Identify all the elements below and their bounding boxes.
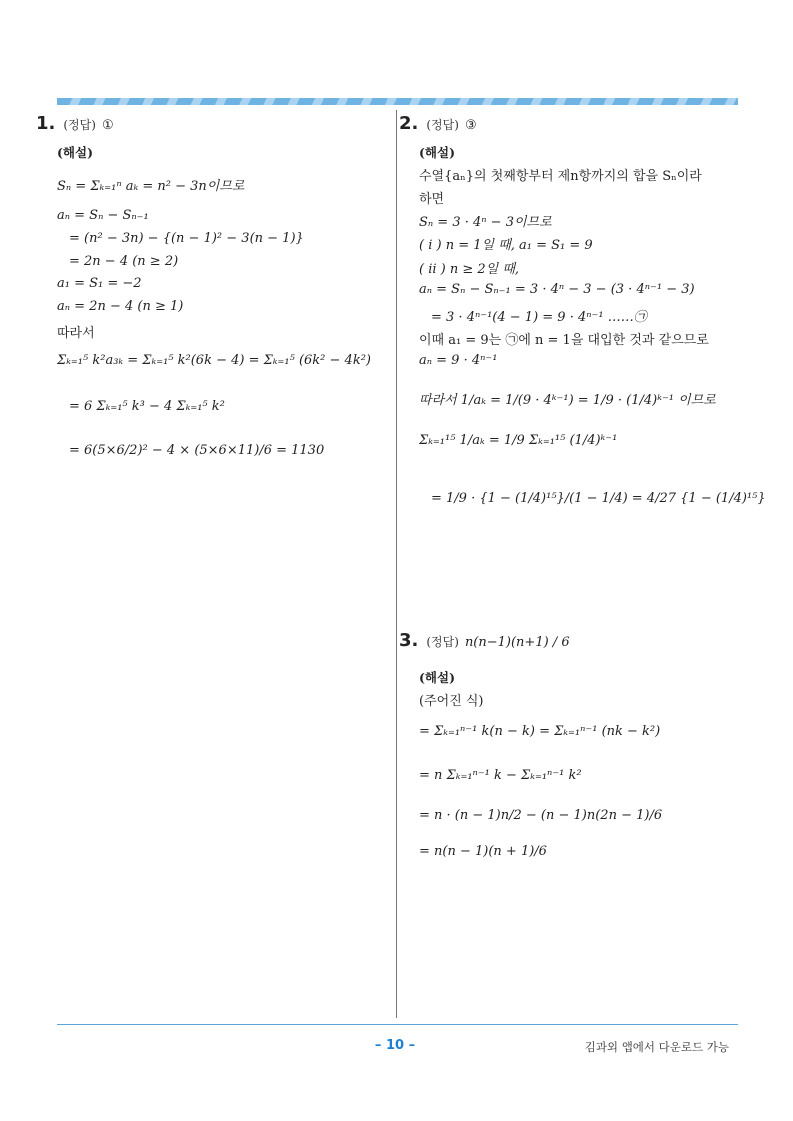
solution-line: Sₙ = Σₖ₌₁ⁿ aₖ = n² − 3n이므로 <box>57 179 245 194</box>
question-1-header <box>36 113 386 134</box>
solution-line: Sₙ = 3 · 4ⁿ − 3이므로 <box>419 215 552 230</box>
solution-line: = n(n − 1)(n + 1)/6 <box>419 844 547 859</box>
solution-line: aₙ = 2n − 4 (n ≥ 1) <box>57 299 184 314</box>
solution-line: = n · (n − 1)n/2 − (n − 1)n(2n − 1)/6 <box>419 808 663 823</box>
solution-heading: (해설) <box>419 145 455 160</box>
page-number: – 10 – <box>374 1038 416 1053</box>
answer-value: ③ <box>464 118 477 133</box>
answer-label: (정답) <box>426 635 459 649</box>
download-note: 김과외 앱에서 다운로드 가능 <box>584 1040 729 1054</box>
header-stripe <box>57 98 738 105</box>
footer-line <box>57 1024 738 1025</box>
question-number: 3. <box>399 630 419 651</box>
solution-line: ( i ) n = 1일 때, a₁ = S₁ = 9 <box>419 238 593 253</box>
column-divider <box>396 110 397 1018</box>
question-1 <box>36 113 386 513</box>
question-2-header <box>399 113 744 134</box>
answer-value: ① <box>101 118 114 133</box>
solution-line: = Σₖ₌₁ⁿ⁻¹ k(n − k) = Σₖ₌₁ⁿ⁻¹ (nk − k²) <box>419 724 661 739</box>
question-3 <box>399 630 744 890</box>
solution-line: = n Σₖ₌₁ⁿ⁻¹ k − Σₖ₌₁ⁿ⁻¹ k² <box>419 768 582 783</box>
solution-line: aₙ = Sₙ − Sₙ₋₁ = 3 · 4ⁿ − 3 − (3 · 4ⁿ⁻¹ − 3) <box>419 282 695 297</box>
solution-line: 따라서 1/aₖ = 1/(9 · 4ᵏ⁻¹) = 1/9 · (1/4)ᵏ⁻¹ 이므로 <box>419 393 716 408</box>
solution-line: Σₖ₌₁¹⁵ 1/aₖ = 1/9 Σₖ₌₁¹⁵ (1/4)ᵏ⁻¹ <box>419 433 618 448</box>
solution-heading: (해설) <box>419 670 455 685</box>
solution-line: ( ii ) n ≥ 2일 때, <box>419 262 520 277</box>
solution-line: 하면 <box>419 192 445 207</box>
answer-label: (정답) <box>63 118 96 132</box>
solution-line: = (n² − 3n) − {(n − 1)² − 3(n − 1)} <box>69 231 304 246</box>
solution-heading: (해설) <box>57 145 93 160</box>
solution-line: Σₖ₌₁⁵ k²a₃ₖ = Σₖ₌₁⁵ k²(6k − 4) = Σₖ₌₁⁵ (6k² − 4k²) <box>57 353 371 368</box>
answer-label: (정답) <box>426 118 459 132</box>
question-3-header <box>399 630 744 651</box>
question-number: 1. <box>36 113 56 134</box>
solution-line: = 2n − 4 (n ≥ 2) <box>69 254 179 269</box>
solution-line: 이때 a₁ = 9는 ㉠에 n = 1을 대입한 것과 같으므로 <box>419 333 709 348</box>
solution-line: aₙ = 9 · 4ⁿ⁻¹ <box>419 353 498 368</box>
answer-value: n(n−1)(n+1) / 6 <box>464 635 570 650</box>
question-2 <box>399 113 766 543</box>
solution-line: aₙ = Sₙ − Sₙ₋₁ <box>57 208 149 223</box>
solution-line: (주어진 식) <box>419 694 484 709</box>
question-number: 2. <box>399 113 419 134</box>
solution-line: = 3 · 4ⁿ⁻¹(4 − 1) = 9 · 4ⁿ⁻¹ ……㉠ <box>431 310 647 325</box>
solution-line: = 1/9 · {1 − (1/4)¹⁵}/(1 − 1/4) = 4/27 {1 − (1/4)¹⁵} <box>431 491 766 506</box>
solution-line: 따라서 <box>57 326 95 341</box>
solution-line: = 6(5×6/2)² − 4 × (5×6×11)/6 = 1130 <box>69 443 325 458</box>
solution-line: = 6 Σₖ₌₁⁵ k³ − 4 Σₖ₌₁⁵ k² <box>69 399 225 414</box>
solution-line: a₁ = S₁ = −2 <box>57 276 142 291</box>
solution-line: 수열{aₙ}의 첫째항부터 제n항까지의 합을 Sₙ이라 <box>419 169 702 184</box>
